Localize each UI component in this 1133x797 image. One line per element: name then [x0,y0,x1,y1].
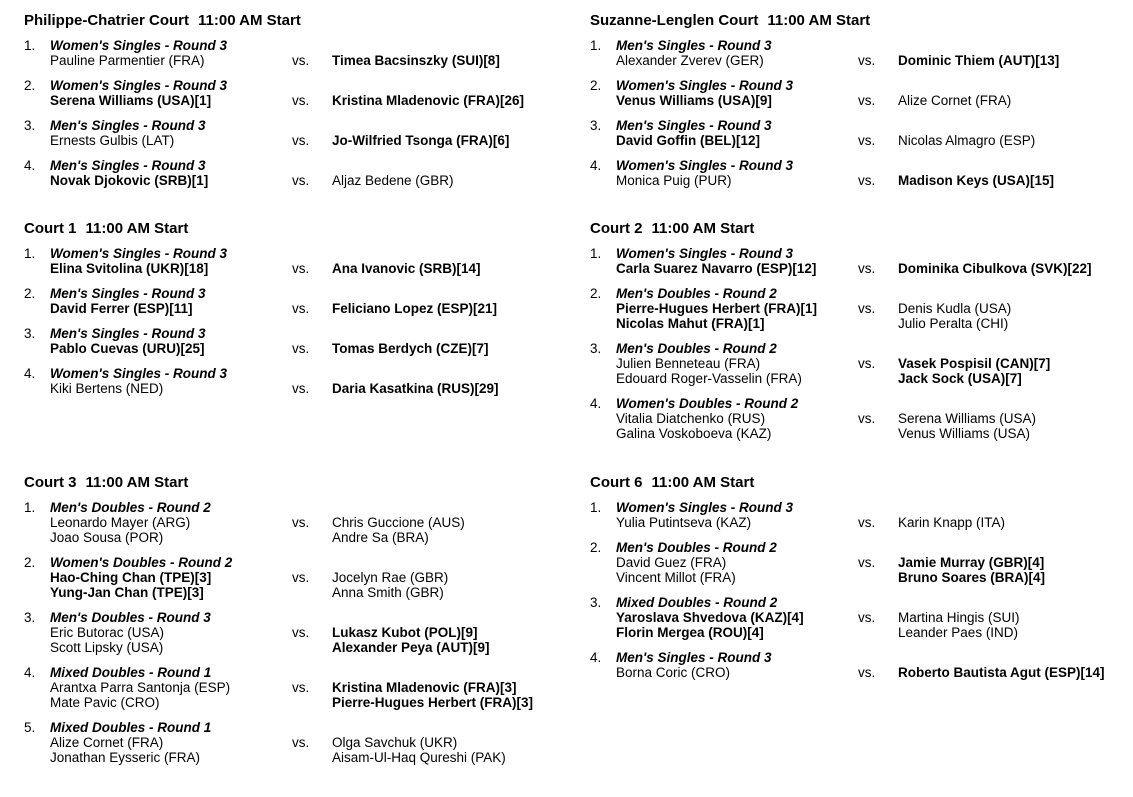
player-name: Feliciano Lopez (ESP)[21] [332,301,498,317]
team1 [616,261,858,276]
court-section [0,474,566,775]
match-row [24,246,566,276]
match-number: 1. [24,246,36,262]
team2 [332,735,566,765]
match-row [24,366,566,396]
court-title [24,474,566,492]
vs-label: vs. [858,514,876,530]
team2 [332,133,566,148]
start-time: 11:00 AM Start [651,220,755,238]
court-section [566,474,1133,690]
team1 [616,133,858,148]
start-time: 11:00 AM Start [85,220,189,238]
team1 [50,301,292,316]
vs-label: vs. [858,173,876,188]
team1 [616,665,858,680]
team2 [898,356,1133,386]
match-row [24,500,566,545]
player-name: Joao Sousa (POR) [50,529,164,545]
match-row [24,78,566,108]
match-round: Women's Singles - Round 3 [616,246,793,262]
team2 [332,625,566,655]
vs-label: vs. [858,133,876,148]
match-number: 2. [590,78,602,93]
team1 [50,53,292,68]
player-name: Timea Bacsinszky (SUI)[8] [332,53,500,68]
team2 [898,411,1133,441]
player-name: Eric Butorac (USA) [50,624,165,640]
team2 [898,555,1133,585]
match-row [590,500,1133,530]
player-name: Vitalia Diatchenko (RUS) [616,411,766,427]
match-number: 1. [590,246,602,262]
start-time: 11:00 AM Start [85,473,189,491]
court-section [0,12,566,198]
court-name: Court 2 [590,220,643,238]
player-name: Novak Djokovic (SRB)[1] [50,173,209,188]
vs-label: vs. [292,679,310,695]
player-name: Monica Puig (PUR) [616,173,732,188]
player-name: Karin Knapp (ITA) [898,514,1006,530]
vs-label: vs. [292,569,310,585]
match-number: 3. [590,594,602,610]
team2 [332,680,566,710]
player-name: Pierre-Hugues Herbert (FRA)[1] [616,301,818,317]
match-list [590,38,1133,188]
match-row [24,326,566,356]
player-name: Andre Sa (BRA) [332,529,429,545]
match-number: 5. [24,719,36,735]
player-name: Leander Paes (IND) [898,624,1019,640]
player-name: Galina Voskoboeva (KAZ) [616,426,772,442]
player-name: Tomas Berdych (CZE)[7] [332,341,489,357]
player-name: Jonathan Eysseric (FRA) [50,749,201,765]
court-name: Court 6 [590,473,643,491]
match-row [24,720,566,765]
team1 [50,735,292,765]
match-list [24,500,566,765]
start-time: 11:00 AM Start [651,473,755,491]
court-title [590,12,1133,30]
player-name: Denis Kudla (USA) [898,301,1012,317]
player-name: Alexander Peya (AUT)[9] [332,639,490,655]
vs-label: vs. [858,301,876,317]
match-row [24,38,566,68]
match-list [24,246,566,396]
player-name: Kristina Mladenovic (FRA)[26] [332,93,525,108]
player-name: Serena Williams (USA)[1] [50,93,212,108]
player-name: Hao-Ching Chan (TPE)[3] [50,569,212,585]
match-round: Mixed Doubles - Round 2 [616,594,778,610]
match-list [24,38,566,188]
match-number: 3. [24,609,36,625]
team1 [50,341,292,356]
vs-label: vs. [292,381,310,397]
match-row [590,341,1133,386]
team1 [616,356,858,386]
match-round: Men's Doubles - Round 2 [616,341,777,357]
player-name: Ernests Gulbis (LAT) [50,133,175,148]
player-name: Ana Ivanovic (SRB)[14] [332,261,481,277]
team2 [898,93,1133,108]
court-title [590,474,1133,492]
match-number: 4. [24,158,36,173]
player-name: Leonardo Mayer (ARG) [50,514,191,530]
match-round: Women's Doubles - Round 2 [50,554,233,570]
court-name: Philippe-Chatrier Court [24,12,190,29]
player-name: David Goffin (BEL)[12] [616,133,760,148]
team1 [616,53,858,68]
player-name: Mate Pavic (CRO) [50,694,160,710]
team2 [898,133,1133,148]
player-name: Dominic Thiem (AUT)[13] [898,53,1060,68]
player-name: Venus Williams (USA) [898,426,1031,442]
team1 [50,173,292,188]
match-round: Women's Singles - Round 3 [616,499,793,515]
vs-label: vs. [292,301,310,317]
player-name: Vincent Millot (FRA) [616,569,736,585]
team2 [332,173,566,188]
player-name: Pablo Cuevas (URU)[25] [50,341,205,357]
team1 [616,515,858,530]
vs-label: vs. [858,53,876,68]
player-name: Jocelyn Rae (GBR) [332,569,449,585]
court-title [590,220,1133,238]
player-name: Carla Suarez Navarro (ESP)[12] [616,261,817,277]
player-name: Kiki Bertens (NED) [50,381,164,397]
player-name: Florin Mergea (ROU)[4] [616,624,764,640]
match-row [590,286,1133,331]
match-number: 1. [590,38,602,53]
match-number: 4. [590,396,602,412]
team1 [50,93,292,108]
vs-label: vs. [292,624,310,640]
player-name: Borna Coric (CRO) [616,664,731,680]
match-row [24,118,566,148]
match-round: Men's Doubles - Round 2 [616,539,777,555]
team1 [50,261,292,276]
team2 [898,261,1133,276]
match-list [590,246,1133,441]
vs-label: vs. [858,93,876,108]
team1 [616,173,858,188]
player-name: Scott Lipsky (USA) [50,639,164,655]
vs-label: vs. [292,53,310,68]
match-round: Men's Singles - Round 3 [616,118,772,133]
vs-label: vs. [292,133,310,148]
match-number: 4. [24,366,36,382]
vs-label: vs. [858,664,876,680]
match-row [24,555,566,600]
team1 [50,680,292,710]
court-name: Court 3 [24,473,77,491]
match-round: Mixed Doubles - Round 1 [50,719,212,735]
match-number: 2. [24,554,36,570]
match-round: Women's Doubles - Round 2 [616,396,799,412]
player-name: Julio Peralta (CHI) [898,316,1009,332]
player-name: David Guez (FRA) [616,554,727,570]
match-round: Men's Singles - Round 3 [616,38,772,53]
match-round: Women's Singles - Round 3 [616,78,793,93]
player-name: Jamie Murray (GBR)[4] [898,554,1045,570]
match-round: Women's Singles - Round 3 [50,38,227,53]
player-name: Julien Benneteau (FRA) [616,356,761,372]
player-name: Venus Williams (USA)[9] [616,93,772,108]
match-number: 1. [590,499,602,515]
player-name: Aljaz Bedene (GBR) [332,173,454,188]
match-round: Women's Singles - Round 3 [616,158,793,173]
court-title [24,12,566,30]
match-round: Men's Singles - Round 3 [616,649,772,665]
vs-label: vs. [292,734,310,750]
team2 [898,173,1133,188]
player-name: Yaroslava Shvedova (KAZ)[4] [616,609,804,625]
match-row [24,665,566,710]
player-name: Lukasz Kubot (POL)[9] [332,624,478,640]
team1 [50,570,292,600]
team1 [50,625,292,655]
match-number: 3. [590,341,602,357]
match-list [590,500,1133,680]
player-name: Pauline Parmentier (FRA) [50,53,205,68]
match-round: Men's Singles - Round 3 [50,286,206,302]
player-name: Alize Cornet (FRA) [50,734,164,750]
player-name: Elina Svitolina (UKR)[18] [50,261,209,277]
player-name: Kristina Mladenovic (FRA)[3] [332,679,517,695]
court-name: Court 1 [24,220,77,238]
vs-label: vs. [292,514,310,530]
player-name: Aisam-Ul-Haq Qureshi (PAK) [332,749,506,765]
team2 [332,381,566,396]
match-row [590,38,1133,68]
team2 [332,301,566,316]
team1 [616,411,858,441]
match-number: 4. [590,158,602,173]
match-row [24,610,566,655]
player-name: Dominika Cibulkova (SVK)[22] [898,261,1092,277]
player-name: Madison Keys (USA)[15] [898,173,1055,188]
match-row [590,78,1133,108]
match-number: 3. [590,118,602,133]
player-name: Vasek Pospisil (CAN)[7] [898,356,1051,372]
match-number: 2. [590,286,602,302]
player-name: Daria Kasatkina (RUS)[29] [332,381,499,397]
match-row [590,595,1133,640]
vs-label: vs. [292,341,310,357]
match-round: Men's Singles - Round 3 [50,158,206,173]
player-name: Nicolas Almagro (ESP) [898,133,1036,148]
court-section [566,12,1133,198]
player-name: Serena Williams (USA) [898,411,1037,427]
team2 [332,515,566,545]
match-row [24,158,566,188]
court-section [566,220,1133,451]
match-number: 4. [590,649,602,665]
team2 [898,53,1133,68]
player-name: Olga Savchuk (UKR) [332,734,458,750]
player-name: Martina Hingis (SUI) [898,609,1020,625]
team2 [898,515,1133,530]
team2 [332,341,566,356]
vs-label: vs. [858,554,876,570]
start-time: 11:00 AM Start [198,12,301,29]
match-round: Men's Singles - Round 3 [50,326,206,342]
match-round: Women's Singles - Round 3 [50,366,227,382]
player-name: Alexander Zverev (GER) [616,53,764,68]
player-name: Bruno Soares (BRA)[4] [898,569,1046,585]
player-name: Yulia Putintseva (KAZ) [616,514,752,530]
court-title [24,220,566,238]
match-number: 1. [24,38,36,53]
team2 [332,93,566,108]
match-round: Men's Doubles - Round 2 [50,499,211,515]
match-number: 3. [24,326,36,342]
vs-label: vs. [292,93,310,108]
player-name: Arantxa Parra Santonja (ESP) [50,679,231,695]
match-round: Men's Doubles - Round 2 [616,286,777,302]
team1 [616,301,858,331]
match-number: 4. [24,664,36,680]
vs-label: vs. [858,356,876,372]
team1 [50,381,292,396]
player-name: Alize Cornet (FRA) [898,93,1012,108]
player-name: Edouard Roger-Vasselin (FRA) [616,371,802,387]
team2 [332,53,566,68]
team2 [898,610,1133,640]
match-number: 2. [590,539,602,555]
match-row [590,540,1133,585]
player-name: Anna Smith (GBR) [332,584,444,600]
player-name: Yung-Jan Chan (TPE)[3] [50,584,204,600]
player-name: Pierre-Hugues Herbert (FRA)[3] [332,694,534,710]
match-number: 2. [24,286,36,302]
court-section [0,220,566,406]
match-round: Women's Singles - Round 3 [50,246,227,262]
team2 [898,301,1133,331]
match-number: 2. [24,78,36,93]
match-row [590,650,1133,680]
player-name: Nicolas Mahut (FRA)[1] [616,316,765,332]
player-name: Jo-Wilfried Tsonga (FRA)[6] [332,133,510,148]
player-name: Chris Guccione (AUS) [332,514,465,530]
team1 [50,515,292,545]
vs-label: vs. [292,173,310,188]
match-row [590,158,1133,188]
player-name: Jack Sock (USA)[7] [898,371,1022,387]
team2 [332,570,566,600]
match-round: Men's Doubles - Round 3 [50,609,211,625]
match-row [24,286,566,316]
team2 [898,665,1133,680]
match-round: Mixed Doubles - Round 1 [50,664,212,680]
match-row [590,246,1133,276]
match-round: Men's Singles - Round 3 [50,118,206,133]
court-name: Suzanne-Lenglen Court [590,12,759,29]
vs-label: vs. [858,609,876,625]
match-round: Women's Singles - Round 3 [50,78,227,93]
team2 [332,261,566,276]
match-row [590,118,1133,148]
team1 [50,133,292,148]
team1 [616,93,858,108]
match-number: 3. [24,118,36,133]
player-name: Roberto Bautista Agut (ESP)[14] [898,664,1105,680]
player-name: David Ferrer (ESP)[11] [50,301,193,317]
vs-label: vs. [858,261,876,277]
team1 [616,555,858,585]
vs-label: vs. [292,261,310,277]
team1 [616,610,858,640]
start-time: 11:00 AM Start [767,12,871,29]
match-number: 1. [24,499,36,515]
match-row [590,396,1133,441]
vs-label: vs. [858,411,876,427]
